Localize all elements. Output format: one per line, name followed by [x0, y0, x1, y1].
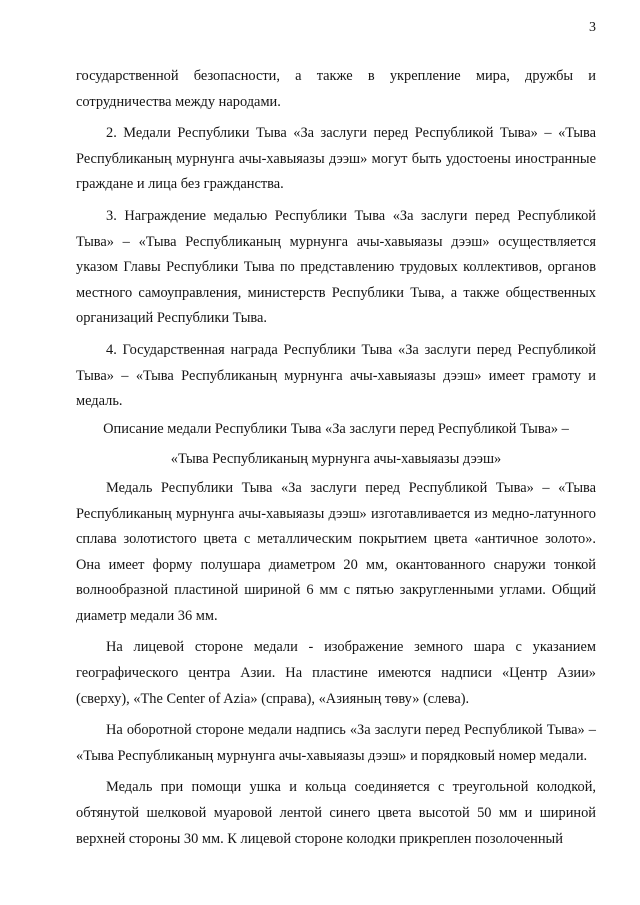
section-heading-line-2: «Тыва Республиканың мурнунга ачы-хавыяазы дээш» — [170, 451, 502, 468]
paragraph-item-2: 2. Медали Республики Тыва «За заслуги перед Республикой Тыва» – «Тыва Республиканың мурнунга ачы-хавыяазы дээш» могут быть удостоены иностранные граждане и лица без гражданства. — [76, 125, 596, 193]
paragraph-medal-back: На оборотной стороне медали надпись «За заслуги перед Республикой Тыва» – «Тыва Республиканың мурнунга ачы-хавыяазы дээш» и порядковый номер медали. — [76, 722, 596, 764]
paragraph-item-4: 4. Государственная награда Республики Тыва «За заслуги перед Республикой Тыва» – «Тыва Республиканың мурнунга ачы-хавыяазы дээш» имеет грамоту и медаль. — [76, 341, 596, 410]
paragraph-item-3: 3. Награждение медалью Республики Тыва «За заслуги перед Республикой Тыва» – «Тыва Республиканың мурнунга ачы-хавыяазы дээш» осуществляется указом Главы Республики Тыва по представлению трудовых коллективов, органов местного самоуправления, министерств Республики Тыва, а также общественных организаций Республики Тыва. — [76, 207, 596, 327]
document-body — [76, 64, 596, 852]
paragraph-medal-material: Медаль Республики Тыва «За заслуги перед Республикой Тыва» – «Тыва Республиканың мурнунга ачы-хавыяазы дээш» изготавливается из медно-латунного сплава золотистого цвета с металлическим покрытием цвета «античное золото». Она имеет форму полушара диаметром 20 мм, окантованного снаружи тонкой волнообразной пластиной шириной 6 мм с пятью закругленными углами. Общий диаметр медали 36 мм. — [76, 479, 596, 624]
page-number: 3 — [589, 20, 596, 35]
paragraph-medal-ribbon: Медаль при помощи ушка и кольца соединяется с треугольной колодкой, обтянутой шелковой муаровой лентой синего цвета высотой 50 мм и шириной верхней стороны 30 мм. К лицевой стороне колодки прикреплен позолоченный — [76, 779, 596, 847]
section-heading-line-1: Описание медали Республики Тыва «За заслуги перед Республикой Тыва» – — [103, 420, 569, 437]
paragraph-medal-front: На лицевой стороне медали - изображение земного шара с указанием географического центра Азии. На пластине имеются надписи «Центр Азии» (сверху), «The Center of Azia» (справа), «Азияның төву» (слева). — [76, 639, 596, 707]
paragraph-continuation: государственной безопасности, а также в укрепление мира, дружбы и сотрудничества между народами. — [76, 68, 596, 110]
